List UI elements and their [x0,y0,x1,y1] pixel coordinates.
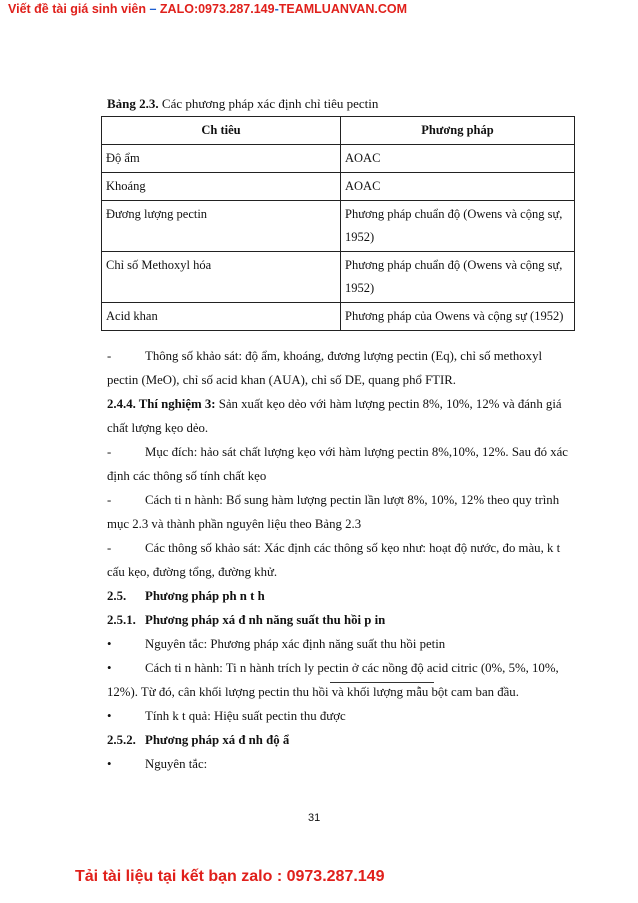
table-cell: Phương pháp của Owens và cộng sự (1952) [341,303,575,331]
table-cell: Khoáng [102,173,341,201]
section-number: 2.5.2. [107,733,136,747]
paragraph-text: Nguyên tắc: [145,757,208,771]
paragraph-text: Thông số khảo sát: độ ẩm, khoáng, đương lượng pectin (Eq), chỉ số methoxyl [145,349,543,363]
paragraph-line: 12%). Từ đó, cân khối lượng pectin thu hồi và khối lượng mẫu bột cam ban đầu. [107,685,519,699]
paragraph-text: Tính k t quả: Hiệu suất pectin thu được [145,709,346,723]
table-cell: Độ ẩm [102,145,341,173]
bullet-icon: • [107,709,112,723]
paragraph-text: Cách ti n hành: Ti n hành trích ly pectin ở các nồng độ acid citric (0%, 5%, 10%, [145,661,559,675]
paragraph-line: định các thông số tính chất kẹo [107,469,267,483]
section-title: Phương pháp xá đ nh độ ẩ [145,733,290,747]
formula-underline [330,682,434,683]
table-cell: Phương pháp chuẩn độ (Owens và cộng sự, 1952) [341,201,575,252]
paragraph-text: Các thông số khảo sát: Xác định các thông số kẹo như: hoạt độ nước, đo màu, k t [145,541,561,555]
dash-item: - Các thông số khảo sát: Xác định các thông số kẹo như: hoạt độ nước, đo màu, k t [107,541,561,555]
methods-table [101,116,575,331]
table-header-cell: Phương pháp [341,117,575,145]
table-caption-label: Bảng 2.3. [107,96,159,111]
table-row [102,201,575,252]
dash-item: - Cách ti n hành: Bổ sung hàm lượng pectin lần lượt 8%, 10%, 12% theo quy trình [107,493,560,507]
table-row [102,173,575,201]
paragraph-text: Nguyên tắc: Phương pháp xác định năng suất thu hồi petin [145,637,446,651]
table-header-row [102,117,575,145]
bullet-icon: • [107,757,112,771]
bullet-icon: • [107,637,112,651]
table-row [102,145,575,173]
section-heading [107,584,569,608]
bullet-item [107,632,569,656]
table-cell: Chỉ số Methoxyl hóa [102,252,341,303]
paragraph-line: chất lượng kẹo dẻo. [107,421,209,435]
page-number: 31 [308,812,321,824]
table-cell: AOAC [341,145,575,173]
bottom-banner: Tải tài liệu tại kết bạn zalo : 0973.287.149 [75,868,385,885]
dash-item: - Mục đích: hảo sát chất lượng kẹo với hàm lượng pectin 8%,10%, 12%. Sau đó xác [107,445,568,459]
experiment-heading [107,392,569,416]
bullet-item [107,704,569,728]
bullet-icon: • [107,661,112,675]
table-cell: Phương pháp chuẩn độ (Owens và cộng sự, 1952) [341,252,575,303]
paragraph-line: cấu kẹo, đường tổng, đường khử. [107,565,278,579]
table-caption-text: Các phương pháp xác định chỉ tiêu pectin [158,96,379,111]
section-title: Phương pháp xá đ nh năng suất thu hồi p in [145,613,386,627]
table-header-cell: Ch tiêu [102,117,341,145]
banner-text: Viết đề tài giá sinh viên [8,2,147,16]
table-cell: Acid khan [102,303,341,331]
paragraph-line: mục 2.3 và thành phần nguyên liệu theo Bảng 2.3 [107,517,362,531]
banner-site: TEAMLUANVAN.COM [278,2,407,16]
banner-separator: – [146,2,160,16]
table-caption [107,96,378,112]
table-row [102,303,575,331]
paragraph-text: Cách ti n hành: Bổ sung hàm lượng pectin lần lượt 8%, 10%, 12% theo quy trình [145,493,560,507]
section-heading [107,608,569,632]
paragraph-line: pectin (MeO), chỉ số acid khan (AUA), chỉ số DE, quang phổ FTIR. [107,373,456,387]
document-body [107,344,569,776]
section-number: 2.5.1. [107,613,136,627]
table-row [102,252,575,303]
section-heading [107,728,569,752]
paragraph-text: Mục đích: hảo sát chất lượng kẹo với hàm lượng pectin 8%,10%, 12%. Sau đó xác [145,445,568,459]
experiment-label: 2.4.4. Thí nghiệm 3: [107,397,216,411]
section-number: 2.5. [107,589,127,603]
bullet-item [107,656,569,680]
top-banner [8,2,407,16]
table-cell: AOAC [341,173,575,201]
banner-zalo: ZALO:0973.287.149 [159,2,275,16]
bullet-item [107,752,569,776]
banner-separator: - [274,2,279,16]
dash-item: - Thông số khảo sát: độ ẩm, khoáng, đương lượng pectin (Eq), chỉ số methoxyl [107,349,543,363]
table-cell: Đương lượng pectin [102,201,341,252]
section-title: Phương pháp ph n t h [145,589,265,603]
paragraph-text: Sản xuất kẹo dẻo với hàm lượng pectin 8%, 10%, 12% và đánh giá [215,397,562,411]
